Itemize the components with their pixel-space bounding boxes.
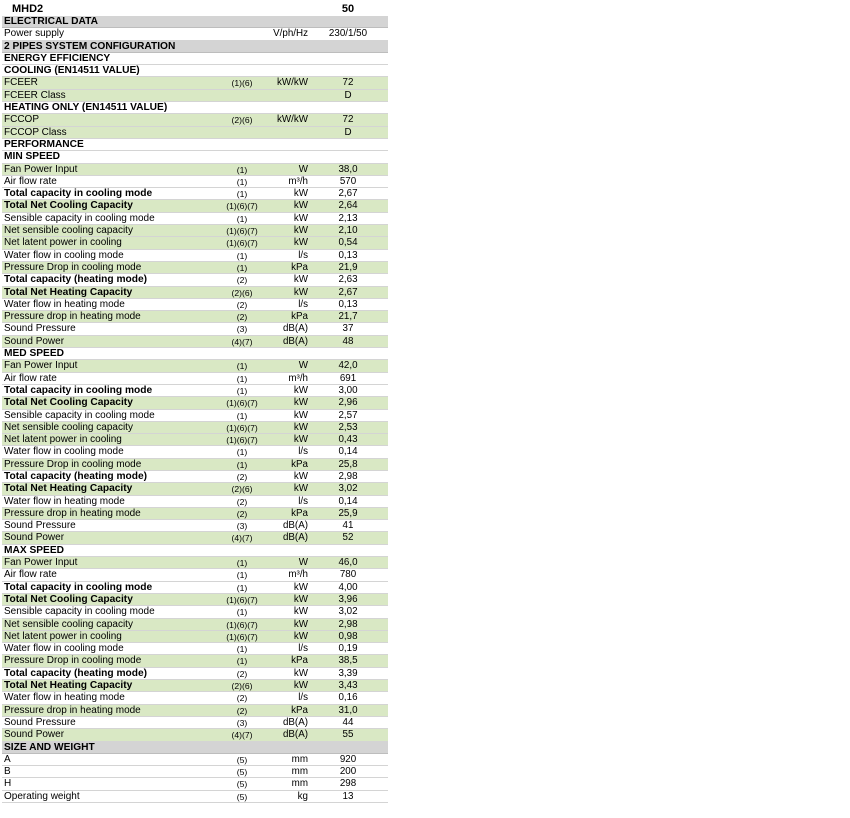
row-label: Total Net Heating Capacity xyxy=(4,286,133,298)
table-row xyxy=(2,483,388,495)
row-label: Pressure drop in heating mode xyxy=(4,507,141,519)
table-row xyxy=(2,496,388,508)
row-unit: kPa xyxy=(291,458,308,470)
row-value: 44 xyxy=(342,716,354,728)
table-row xyxy=(2,225,388,237)
subsection-header xyxy=(2,348,388,360)
row-value: 21,7 xyxy=(338,311,358,323)
table-row xyxy=(2,680,388,692)
row-label: Sound Power xyxy=(4,729,65,741)
row-note: (1)(6)(7) xyxy=(226,435,258,446)
row-value: 2,64 xyxy=(338,200,358,212)
row-unit: mm xyxy=(291,766,308,778)
subsection-title: COOLING (EN14511 VALUE) xyxy=(4,65,140,77)
row-note: (1) xyxy=(236,373,248,384)
row-label: Air flow rate xyxy=(4,175,57,187)
row-note: (1) xyxy=(236,644,248,655)
row-unit: kg xyxy=(297,790,308,802)
row-note: (2) xyxy=(236,471,248,482)
row-value: 2,13 xyxy=(338,212,358,224)
row-note: (1) xyxy=(236,582,248,593)
row-note: (1) xyxy=(236,164,248,175)
row-note: (1) xyxy=(236,250,248,261)
row-value: 72 xyxy=(342,77,354,89)
row-label: Net latent power in cooling xyxy=(4,630,122,642)
row-label: Operating weight xyxy=(4,790,80,802)
row-value: 0,14 xyxy=(338,446,358,458)
row-unit: kW xyxy=(293,225,308,237)
row-note: (2) xyxy=(236,299,248,310)
row-label: Total capacity (heating mode) xyxy=(4,274,148,286)
row-value: 0,54 xyxy=(338,237,358,249)
row-label: Water flow in cooling mode xyxy=(4,643,124,655)
row-value: 3,96 xyxy=(338,593,358,605)
row-value: 2,67 xyxy=(338,286,358,298)
table-row xyxy=(2,594,388,606)
subsection-title: MED SPEED xyxy=(4,348,65,360)
row-label: B xyxy=(4,766,11,778)
row-unit: kW xyxy=(293,434,308,446)
row-unit: l/s xyxy=(298,692,308,704)
table-row xyxy=(2,655,388,667)
subsection-title: MAX SPEED xyxy=(4,544,65,556)
section-header xyxy=(2,41,388,53)
table-row xyxy=(2,582,388,594)
table-row xyxy=(2,90,388,102)
row-unit: kW xyxy=(293,680,308,692)
row-value: 3,43 xyxy=(338,680,358,692)
row-unit: kW xyxy=(293,188,308,200)
row-note: (1)(6)(7) xyxy=(226,422,258,433)
row-unit: V/ph/Hz xyxy=(273,28,308,40)
subsection-title: PERFORMANCE xyxy=(4,138,84,150)
row-note: (4)(7) xyxy=(231,533,253,544)
row-unit: m³/h xyxy=(288,175,308,187)
row-unit: kPa xyxy=(291,655,308,667)
row-note: (5) xyxy=(236,779,248,790)
row-label: Sensible capacity in cooling mode xyxy=(4,606,155,618)
row-unit: W xyxy=(298,557,308,569)
row-label: Water flow in heating mode xyxy=(4,298,125,310)
row-value: 72 xyxy=(342,114,354,126)
row-note: (2)(6) xyxy=(231,484,253,495)
row-value: 0,13 xyxy=(338,298,358,310)
table-row xyxy=(2,410,388,422)
table-row xyxy=(2,274,388,286)
table-row xyxy=(2,471,388,483)
model-size: 50 xyxy=(341,3,355,15)
row-unit: kW xyxy=(293,200,308,212)
row-label: Net sensible cooling capacity xyxy=(4,421,133,433)
section-header xyxy=(2,16,388,28)
row-label: FCEER xyxy=(4,77,38,89)
row-value: 0,13 xyxy=(338,249,358,261)
table-row xyxy=(2,643,388,655)
table-row xyxy=(2,114,388,126)
table-row xyxy=(2,397,388,409)
row-label: FCEER Class xyxy=(4,89,66,101)
row-value: 0,98 xyxy=(338,630,358,642)
row-label: Sound Pressure xyxy=(4,520,76,532)
row-unit: l/s xyxy=(298,249,308,261)
row-note: (1) xyxy=(236,607,248,618)
subsection-title: MIN SPEED xyxy=(4,151,61,163)
row-value: 780 xyxy=(339,569,357,581)
row-unit: kW xyxy=(293,470,308,482)
table-row xyxy=(2,213,388,225)
subsection-header xyxy=(2,139,388,151)
row-note: (1) xyxy=(236,558,248,569)
row-value: 2,96 xyxy=(338,397,358,409)
row-label: Sound Pressure xyxy=(4,323,76,335)
subsection-header xyxy=(2,545,388,557)
row-value: 570 xyxy=(339,175,357,187)
row-unit: W xyxy=(298,360,308,372)
row-label: Total capacity in cooling mode xyxy=(4,581,153,593)
row-note: (5) xyxy=(236,791,248,802)
row-note: (1) xyxy=(236,361,248,372)
row-note: (2)(6) xyxy=(231,681,253,692)
row-label: Power supply xyxy=(4,28,65,40)
table-row xyxy=(2,422,388,434)
table-row xyxy=(2,508,388,520)
row-label: Total capacity (heating mode) xyxy=(4,470,148,482)
table-row xyxy=(2,717,388,729)
row-note: (2) xyxy=(236,496,248,507)
table-row xyxy=(2,323,388,335)
table-row xyxy=(2,668,388,680)
table-row xyxy=(2,28,388,40)
row-value: 200 xyxy=(339,766,357,778)
row-value: 38,0 xyxy=(338,163,358,175)
table-row xyxy=(2,250,388,262)
row-label: Fan Power Input xyxy=(4,557,78,569)
table-row xyxy=(2,373,388,385)
row-value: 691 xyxy=(339,372,357,384)
table-body xyxy=(2,16,388,803)
section-title: SIZE AND WEIGHT xyxy=(4,741,95,753)
row-value: 46,0 xyxy=(338,557,358,569)
subsection-header xyxy=(2,65,388,77)
row-value: 2,53 xyxy=(338,421,358,433)
row-note: (3) xyxy=(236,324,248,335)
row-value: 41 xyxy=(342,520,354,532)
row-note: (4)(7) xyxy=(231,336,253,347)
row-label: Air flow rate xyxy=(4,372,57,384)
table-row xyxy=(2,754,388,766)
row-label: Total Net Heating Capacity xyxy=(4,680,133,692)
row-value: 55 xyxy=(342,729,354,741)
row-label: Net latent power in cooling xyxy=(4,237,122,249)
row-value: 13 xyxy=(342,790,354,802)
table-row xyxy=(2,705,388,717)
row-unit: l/s xyxy=(298,643,308,655)
row-note: (1)(6)(7) xyxy=(226,398,258,409)
row-value: 25,8 xyxy=(338,458,358,470)
row-note: (1) xyxy=(236,385,248,396)
row-note: (1) xyxy=(236,176,248,187)
table-row xyxy=(2,557,388,569)
row-note: (1) xyxy=(236,570,248,581)
table-row xyxy=(2,164,388,176)
row-note: (1) xyxy=(236,459,248,470)
row-unit: kW/kW xyxy=(276,77,308,89)
table-row xyxy=(2,692,388,704)
row-value: 2,67 xyxy=(338,188,358,200)
row-note: (2) xyxy=(236,668,248,679)
table-row xyxy=(2,188,388,200)
row-label: Fan Power Input xyxy=(4,163,78,175)
row-note: (1) xyxy=(236,656,248,667)
table-row xyxy=(2,766,388,778)
row-unit: dB(A) xyxy=(282,729,308,741)
row-value: 42,0 xyxy=(338,360,358,372)
table-row xyxy=(2,360,388,372)
row-label: Total Net Cooling Capacity xyxy=(4,593,133,605)
row-value: 920 xyxy=(339,753,357,765)
row-label: Net sensible cooling capacity xyxy=(4,618,133,630)
row-unit: kW xyxy=(293,237,308,249)
table-row xyxy=(2,287,388,299)
table-row xyxy=(2,311,388,323)
row-label: Total Net Heating Capacity xyxy=(4,483,133,495)
row-label: Total Net Cooling Capacity xyxy=(4,397,133,409)
row-note: (1) xyxy=(236,189,248,200)
row-label: Pressure drop in heating mode xyxy=(4,704,141,716)
row-label: Net sensible cooling capacity xyxy=(4,225,133,237)
row-value: 3,00 xyxy=(338,384,358,396)
row-label: Sound Power xyxy=(4,532,65,544)
row-note: (2) xyxy=(236,275,248,286)
row-label: Sound Power xyxy=(4,335,65,347)
row-value: 48 xyxy=(342,335,354,347)
row-unit: dB(A) xyxy=(282,335,308,347)
table-row xyxy=(2,299,388,311)
row-value: 2,10 xyxy=(338,225,358,237)
table-row xyxy=(2,569,388,581)
row-label: Sound Pressure xyxy=(4,716,76,728)
row-label: Total capacity in cooling mode xyxy=(4,384,153,396)
row-label: Pressure Drop in cooling mode xyxy=(4,458,142,470)
row-note: (1)(6)(7) xyxy=(226,226,258,237)
table-row xyxy=(2,336,388,348)
row-unit: dB(A) xyxy=(282,520,308,532)
row-value: 2,57 xyxy=(338,409,358,421)
row-value: 230/1/50 xyxy=(328,28,368,40)
row-unit: kW xyxy=(293,593,308,605)
table-row xyxy=(2,77,388,89)
subsection-title: HEATING ONLY (EN14511 VALUE) xyxy=(4,102,168,114)
row-unit: kW xyxy=(293,606,308,618)
row-label: A xyxy=(4,753,11,765)
spec-table xyxy=(2,2,388,803)
row-value: 38,5 xyxy=(338,655,358,667)
row-note: (2) xyxy=(236,693,248,704)
row-value: 0,43 xyxy=(338,434,358,446)
section-header xyxy=(2,742,388,754)
row-unit: kW xyxy=(293,581,308,593)
row-unit: kW xyxy=(293,421,308,433)
table-row xyxy=(2,619,388,631)
row-label: Water flow in heating mode xyxy=(4,692,125,704)
row-label: FCCOP Class xyxy=(4,126,67,138)
row-value: 37 xyxy=(342,323,354,335)
row-note: (1)(6) xyxy=(231,78,253,89)
row-note: (1) xyxy=(236,447,248,458)
row-note: (3) xyxy=(236,521,248,532)
row-note: (3) xyxy=(236,717,248,728)
row-label: Total capacity in cooling mode xyxy=(4,188,153,200)
subsection-header xyxy=(2,53,388,65)
table-row xyxy=(2,606,388,618)
row-unit: m³/h xyxy=(288,569,308,581)
row-value: D xyxy=(344,89,352,101)
row-note: (1)(6)(7) xyxy=(226,594,258,605)
row-label: Total Net Cooling Capacity xyxy=(4,200,133,212)
row-value: 0,19 xyxy=(338,643,358,655)
row-note: (1) xyxy=(236,262,248,273)
row-note: (2) xyxy=(236,312,248,323)
row-label: Fan Power Input xyxy=(4,360,78,372)
table-row xyxy=(2,778,388,790)
row-note: (2)(6) xyxy=(231,287,253,298)
row-value: 4,00 xyxy=(338,581,358,593)
row-unit: dB(A) xyxy=(282,716,308,728)
row-unit: kW xyxy=(293,630,308,642)
row-note: (4)(7) xyxy=(231,730,253,741)
subsection-title: ENERGY EFFICIENCY xyxy=(4,52,111,64)
row-value: 2,98 xyxy=(338,470,358,482)
row-unit: kW/kW xyxy=(276,114,308,126)
row-value: 25,9 xyxy=(338,507,358,519)
table-row xyxy=(2,631,388,643)
row-value: 2,98 xyxy=(338,618,358,630)
row-value: 0,14 xyxy=(338,495,358,507)
row-unit: mm xyxy=(291,778,308,790)
row-unit: kW xyxy=(293,384,308,396)
row-unit: kW xyxy=(293,286,308,298)
table-row xyxy=(2,459,388,471)
row-unit: dB(A) xyxy=(282,323,308,335)
row-note: (1) xyxy=(236,213,248,224)
row-note: (1)(6)(7) xyxy=(226,631,258,642)
row-note: (2) xyxy=(236,508,248,519)
row-label: H xyxy=(4,778,12,790)
table-row xyxy=(2,262,388,274)
table-row xyxy=(2,446,388,458)
table-row xyxy=(2,200,388,212)
row-label: Water flow in cooling mode xyxy=(4,446,124,458)
row-unit: kW xyxy=(293,274,308,286)
row-value: 3,02 xyxy=(338,606,358,618)
row-label: Net latent power in cooling xyxy=(4,434,122,446)
row-label: Pressure Drop in cooling mode xyxy=(4,261,142,273)
row-unit: kW xyxy=(293,409,308,421)
row-label: FCCOP xyxy=(4,114,39,126)
row-note: (1)(6)(7) xyxy=(226,238,258,249)
section-title: ELECTRICAL DATA xyxy=(4,16,98,27)
table-row xyxy=(2,791,388,803)
row-note: (5) xyxy=(236,767,248,778)
row-value: 2,63 xyxy=(338,274,358,286)
row-unit: mm xyxy=(291,753,308,765)
table-row xyxy=(2,237,388,249)
row-label: Water flow in heating mode xyxy=(4,495,125,507)
row-unit: kW xyxy=(293,212,308,224)
row-label: Air flow rate xyxy=(4,569,57,581)
row-label: Pressure drop in heating mode xyxy=(4,311,141,323)
row-note: (1)(6)(7) xyxy=(226,201,258,212)
model-name: MHD2 xyxy=(12,3,44,15)
row-label: Pressure Drop in cooling mode xyxy=(4,655,142,667)
row-unit: kW xyxy=(293,618,308,630)
row-label: Water flow in cooling mode xyxy=(4,249,124,261)
row-note: (2)(6) xyxy=(231,115,253,126)
row-unit: l/s xyxy=(298,446,308,458)
row-value: 21,9 xyxy=(338,261,358,273)
row-unit: m³/h xyxy=(288,372,308,384)
table-row xyxy=(2,729,388,741)
row-value: 3,02 xyxy=(338,483,358,495)
table-row xyxy=(2,532,388,544)
row-unit: kPa xyxy=(291,311,308,323)
table-row xyxy=(2,385,388,397)
table-row xyxy=(2,434,388,446)
subsection-header xyxy=(2,102,388,114)
row-value: 3,39 xyxy=(338,667,358,679)
row-value: 298 xyxy=(339,778,357,790)
row-unit: kW xyxy=(293,483,308,495)
subsection-header xyxy=(2,151,388,163)
row-label: Sensible capacity in cooling mode xyxy=(4,409,155,421)
row-note: (2) xyxy=(236,705,248,716)
table-row xyxy=(2,127,388,139)
row-unit: kW xyxy=(293,667,308,679)
row-unit: W xyxy=(298,163,308,175)
row-unit: kPa xyxy=(291,507,308,519)
row-value: 0,16 xyxy=(338,692,358,704)
table-row xyxy=(2,176,388,188)
table-row xyxy=(2,520,388,532)
row-unit: kW xyxy=(293,397,308,409)
row-unit: l/s xyxy=(298,298,308,310)
row-value: D xyxy=(344,126,352,138)
row-value: 31,0 xyxy=(338,704,358,716)
table-header xyxy=(2,2,388,16)
row-unit: l/s xyxy=(298,495,308,507)
row-unit: kPa xyxy=(291,704,308,716)
row-note: (5) xyxy=(236,754,248,765)
row-unit: kPa xyxy=(291,261,308,273)
row-label: Sensible capacity in cooling mode xyxy=(4,212,155,224)
section-title: 2 PIPES SYSTEM CONFIGURATION xyxy=(4,40,176,52)
row-note: (1)(6)(7) xyxy=(226,619,258,630)
row-label: Total capacity (heating mode) xyxy=(4,667,148,679)
row-value: 52 xyxy=(342,532,354,544)
row-unit: dB(A) xyxy=(282,532,308,544)
row-note: (1) xyxy=(236,410,248,421)
